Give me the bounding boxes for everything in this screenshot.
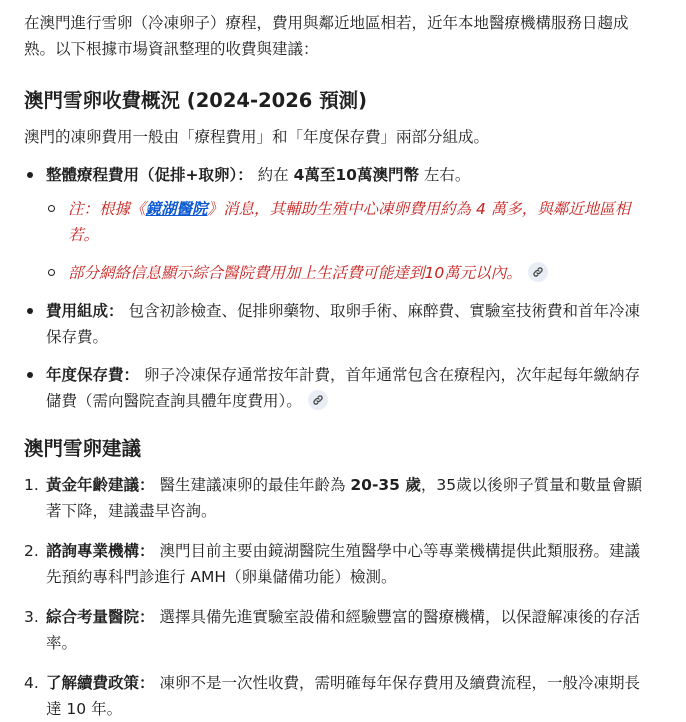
section-heading-advice: 澳門雪卵建議 [24,437,142,460]
note-item [46,196,646,248]
item-highlight: 4萬至10萬澳門幣 [293,166,419,184]
note-text: 注：根據《 [68,200,146,218]
source-link-icon[interactable] [308,390,328,410]
item-label: 費用組成： [46,302,124,320]
item-label: 諮詢專業機構： [46,542,155,560]
item-number: 3. [24,608,39,626]
section-heading-fees: 澳門雪卵收費概況 (2024-2026 預測) [24,89,368,112]
advice-list [24,472,646,722]
item-number: 4. [24,674,39,692]
notes-list [46,196,646,286]
source-link-icon[interactable] [528,262,548,282]
list-item-consult [24,538,646,590]
note-text: 》消息，其輔助生殖中心凍卵費用約為 4 萬多，與鄰近地區相若。 [68,200,631,244]
list-item-renewal [24,670,646,722]
item-text: 約在 [252,166,294,184]
note-text: 部分網絡信息顯示綜合醫院費用加上生活費可能達到10萬元以內。 [68,264,522,282]
item-label: 綜合考量醫院： [46,608,155,626]
list-item-annual-storage [24,362,646,414]
list-item-cost-components [24,298,646,350]
fees-list [24,162,646,414]
item-text: 凍卵不是一次性收費，需明確每年保存費用及續費流程，一般冷凍期長達 10 年。 [46,674,640,718]
item-label: 了解續費政策： [46,674,155,692]
item-text: ，35歲以後卵子質量和數量會顯著下降，建議盡早咨詢。 [46,476,643,520]
list-item-best-age [24,472,646,524]
item-number: 1. [24,476,39,494]
note-item [46,260,646,286]
intro-paragraph: 在澳門進行雪卵（冷凍卵子）療程，費用與鄰近地區相若，近年本地醫療機構服務日趨成熟。以下根據市場資訊整理的收費與建議： [24,14,629,58]
item-text: 包含初診檢查、促排卵藥物、取卵手術、麻醉費、實驗室技術費和首年冷凍保存費。 [46,302,640,346]
item-text: 選擇具備先進實驗室設備和經驗豐富的醫療機構，以保證解凍後的存活率。 [46,608,640,652]
item-highlight: 20-35 歲 [350,476,421,494]
item-label: 整體療程費用（促排+取卵）： [46,166,253,184]
item-number: 2. [24,542,39,560]
list-item-total-cost [24,162,646,286]
item-text: 醫生建議凍卵的最佳年齡為 [154,476,351,494]
item-label: 黃金年齡建議： [46,476,155,494]
fees-summary: 澳門的凍卵費用一般由「療程費用」和「年度保存費」兩部分組成。 [24,128,490,146]
item-text: 澳門目前主要由鏡湖醫院生殖醫學中心等專業機構提供此類服務。建議先預約專科門診進行 AMH（卵巢儲備功能）檢測。 [46,542,640,586]
item-label: 年度保存費： [46,366,140,384]
hospital-link[interactable]: 鏡湖醫院 [145,200,208,218]
item-text: 卵子冷凍保存通常按年計費，首年通常包含在療程內，次年起每年繳納存儲費（需向醫院查詢具體年度費用）。 [46,366,640,410]
item-text: 左右。 [418,166,471,184]
list-item-choose-hospital [24,604,646,656]
